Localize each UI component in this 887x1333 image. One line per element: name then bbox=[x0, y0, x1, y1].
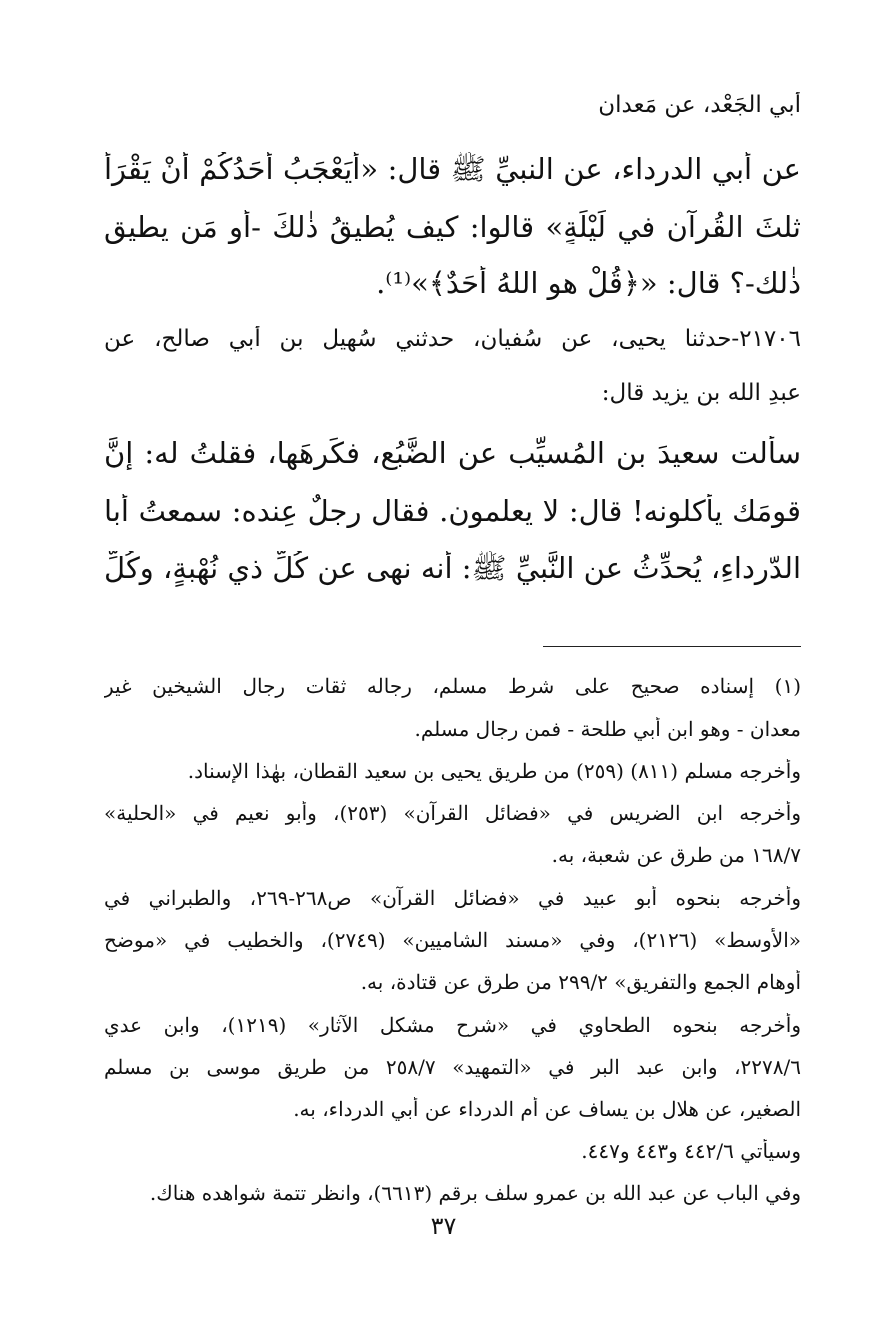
footnote-divider bbox=[543, 646, 801, 647]
hadith-isnad-line: عبدِ الله بن يزيد قال: bbox=[601, 380, 801, 406]
footnote-line: ٢٢٧٨/٦، وابن عبد البر في «التمهيد» ٢٥٨/٧ من طريق موسى بن مسلم bbox=[104, 1055, 801, 1079]
footnote-line: «الأوسط» (٢١٢٦)، وفي «مسند الشاميين» (٢٧٤٩)، والخطيب في «موضح bbox=[104, 928, 801, 952]
footnote-line: وأخرجه بنحوه أبو عبيد في «فضائل القرآن» ص٢٦٨-٢٦٩، والطبراني في bbox=[104, 886, 801, 910]
footnote-line: ١٦٨/٧ من طرق عن شعبة، به. bbox=[551, 843, 801, 867]
footnote-line: أوهام الجمع والتفريق» ٢٩٩/٢ من طرق عن قتادة، به. bbox=[360, 970, 801, 994]
page-number: ٣٧ bbox=[430, 1212, 457, 1240]
footnote-line: معدان - وهو ابن أبي طلحة - فمن رجال مسلم. bbox=[414, 717, 801, 741]
hadith-text-line: قومَك يأكلونه! قال: لا يعلمون. فقال رجلٌ عِنده: سمعتُ أبا bbox=[104, 494, 801, 528]
footnote-line: وأخرجه بنحوه الطحاوي في «شرح مشكل الآثار» (١٢١٩)، وابن عدي bbox=[104, 1013, 801, 1037]
footnote-line: وفي الباب عن عبد الله بن عمرو سلف برقم (٦٦١٣)، وانظر تتمة شواهده هناك. bbox=[149, 1181, 801, 1205]
hadith-text-line: الدّرداءِ، يُحدِّثُ عن النَّبيِّ ﷺ: أنه نهى عن كُلِّ ذي نُهْبةٍ، وكُلِّ bbox=[104, 551, 801, 585]
footnote-line: وسيأتي ٤٤٢/٦ و٤٤٣ و٤٤٧. bbox=[581, 1139, 801, 1163]
hadith-text-line: عن أبي الدرداء، عن النبيِّ ﷺ قال: «أَيَعْجَبُ أَحَدُكُمْ أَنْ يَقْرَأَ bbox=[104, 152, 801, 186]
footnote-line: وأخرجه ابن الضريس في «فضائل القرآن» (٢٥٣)، وأبو نعيم في «الحلية» bbox=[104, 801, 801, 825]
footnote-line: الصغير، عن هلال بن يساف عن أم الدرداء عن أبي الدرداء، به. bbox=[293, 1097, 801, 1121]
footnote-line: وأخرجه مسلم (٨١١) (٢٥٩) من طريق يحيى بن سعيد القطان، بهٰذا الإسناد. bbox=[187, 759, 801, 783]
footnote-line: (١) إسناده صحيح على شرط مسلم، رجاله ثقات رجال الشيخين غير bbox=[104, 674, 801, 698]
hadith-text-line: ثلثَ القُرآنِ في لَيْلَةٍ» قالوا: كيف يُطيقُ ذٰلكَ -أو مَن يطيق bbox=[104, 210, 801, 244]
hadith-text-line: سألت سعيدَ بن المُسيِّب عن الضَّبُع، فكَرِهَها، فقلتُ له: إنَّ bbox=[104, 436, 801, 470]
hadith-text-line: ذٰلك-؟ قال: «﴿قُلْ هو اللهُ أَحَدٌ﴾»⁽¹⁾. bbox=[376, 266, 801, 300]
isnad-continuation-line: أبي الجَعْد، عن مَعدان bbox=[598, 92, 801, 118]
hadith-isnad-line: ٢١٧٠٦-حدثنا يحيى، عن سُفيان، حدثني سُهيل بن أبي صالح، عن bbox=[104, 326, 801, 352]
